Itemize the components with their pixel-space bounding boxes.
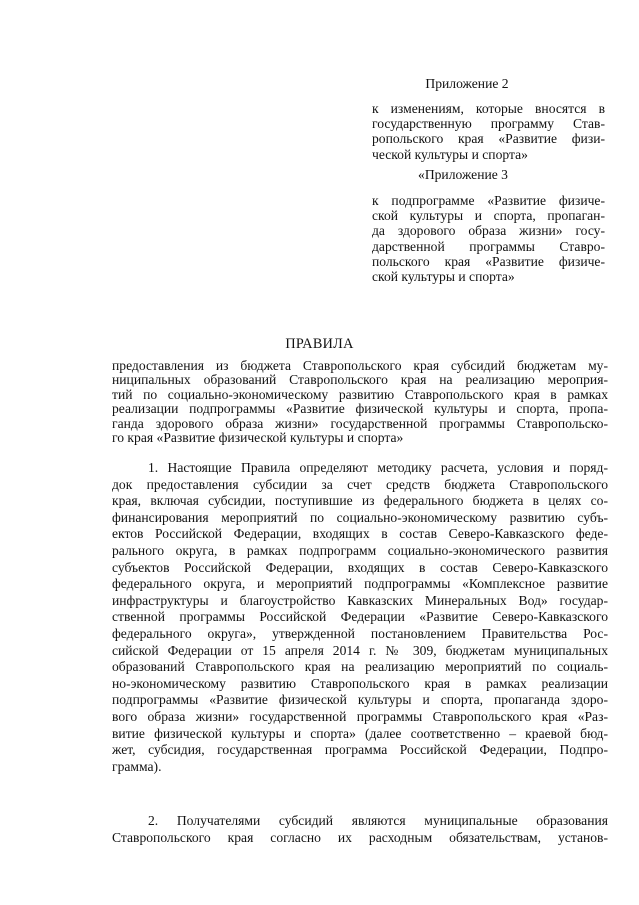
document-subtitle <box>112 359 608 445</box>
document-heading: ПРАВИЛА <box>285 336 354 352</box>
subtitle-line: ганда здорового образа жизни» государственной программы Ставропольско- <box>112 415 608 431</box>
paragraph-1-line: инфраструктуры и благоустройство Кавказских Минеральных Вод» государ- <box>112 592 608 608</box>
paragraph-2-line: 2. Получателями субсидий являются муниципальные образования <box>148 813 608 828</box>
appendix-3-title: «Приложение 3 <box>418 167 508 182</box>
paragraph-2-line: Ставропольского края согласно их расходным обязательствам, установ- <box>112 830 608 845</box>
paragraph-1-line: жет, субсидия, государственная программа Российской Федерации, Подпро- <box>112 742 608 758</box>
paragraph-1-line: вого образа жизни» государственной программы Ставропольского края «Раз- <box>112 708 608 724</box>
appendix-3-line: ской культуры и спорта, пропаган- <box>372 208 605 224</box>
paragraph-1-line: док предоставления субсидии за счет средств бюджета Ставропольского <box>112 476 608 492</box>
subtitle-line: го края «Развитие физической культуры и спорта» <box>112 430 404 446</box>
appendix-2-line: ческой культуры и спорта» <box>372 146 528 162</box>
paragraph-1 <box>112 460 608 775</box>
appendix-2-text <box>372 101 605 162</box>
appendix-3-line: польского края «Развитие физиче- <box>372 253 605 269</box>
paragraph-1-line: ектов Российской Федерации, входящих в состав Северо-Кавказского феде- <box>112 526 608 542</box>
subtitle-line: ниципальных образований Ставропольского края на реализацию мероприя- <box>112 372 608 388</box>
subtitle-line: тий по социально-экономическому развитию Ставропольского края в рамках <box>112 386 608 402</box>
paragraph-1-line: рального округа, в рамках подпрограмм социально-экономического развития <box>112 542 608 558</box>
paragraph-1-line: финансирования мероприятий по социально-экономическому развитию субъ- <box>112 509 608 525</box>
appendix-2-line: ропольского края «Развитие физи- <box>372 131 605 147</box>
paragraph-1-line: 1. Настоящие Правила определяют методику расчета, условия и поряд- <box>148 460 608 475</box>
subtitle-line: реализации подпрограммы «Развитие физической культуры и спорта, пропа- <box>112 401 608 417</box>
appendix-3-line: дарственной программы Ставро- <box>372 238 605 254</box>
paragraph-1-line: края, включая субсидии, поступившие из федерального бюджета в целях со- <box>112 493 608 509</box>
appendix-3-line: к подпрограмме «Развитие физиче- <box>372 193 605 208</box>
paragraph-1-line: ственной программы Российской Федерации «Развитие Северо-Кавказского <box>112 609 608 625</box>
paragraph-1-line: образований Ставропольского края на реализацию мероприятий по социаль- <box>112 659 608 675</box>
paragraph-1-line: субъектов Российской Федерации, входящих в состав Северо-Кавказского <box>112 559 608 575</box>
paragraph-1-line: грамма). <box>112 758 162 774</box>
paragraph-1-line: витие физической культуры и спорта» (далее соответственно – краевой бюд- <box>112 725 608 741</box>
appendix-2-line: к изменениям, которые вносятся в <box>372 101 605 116</box>
paragraph-1-line: но-экономическому развитию Ставропольского края в рамках реализации <box>112 675 608 691</box>
appendix-2-line: государственную программу Став- <box>372 116 605 132</box>
paragraph-1-line: федерального округа, и мероприятий подпрограммы «Комплексное развитие <box>112 576 608 592</box>
appendix-3-line: да здорового образа жизни» госу- <box>372 223 605 239</box>
appendix-3-line: ской культуры и спорта» <box>372 269 515 285</box>
appendix-3-text <box>372 193 605 284</box>
appendix-2-title: Приложение 2 <box>425 76 509 91</box>
paragraph-1-line: федерального округа», утвержденной постановлением Правительства Рос- <box>112 625 608 641</box>
paragraph-1-line: сийской Федерации от 15 апреля 2014 г. № 309, бюджетам муниципальных <box>112 642 608 658</box>
paragraph-2 <box>112 812 608 846</box>
paragraph-1-line: подпрограммы «Развитие физической культуры и спорта, пропаганда здоро- <box>112 692 608 708</box>
subtitle-line: предоставления из бюджета Ставропольского края субсидий бюджетам му- <box>112 358 608 373</box>
